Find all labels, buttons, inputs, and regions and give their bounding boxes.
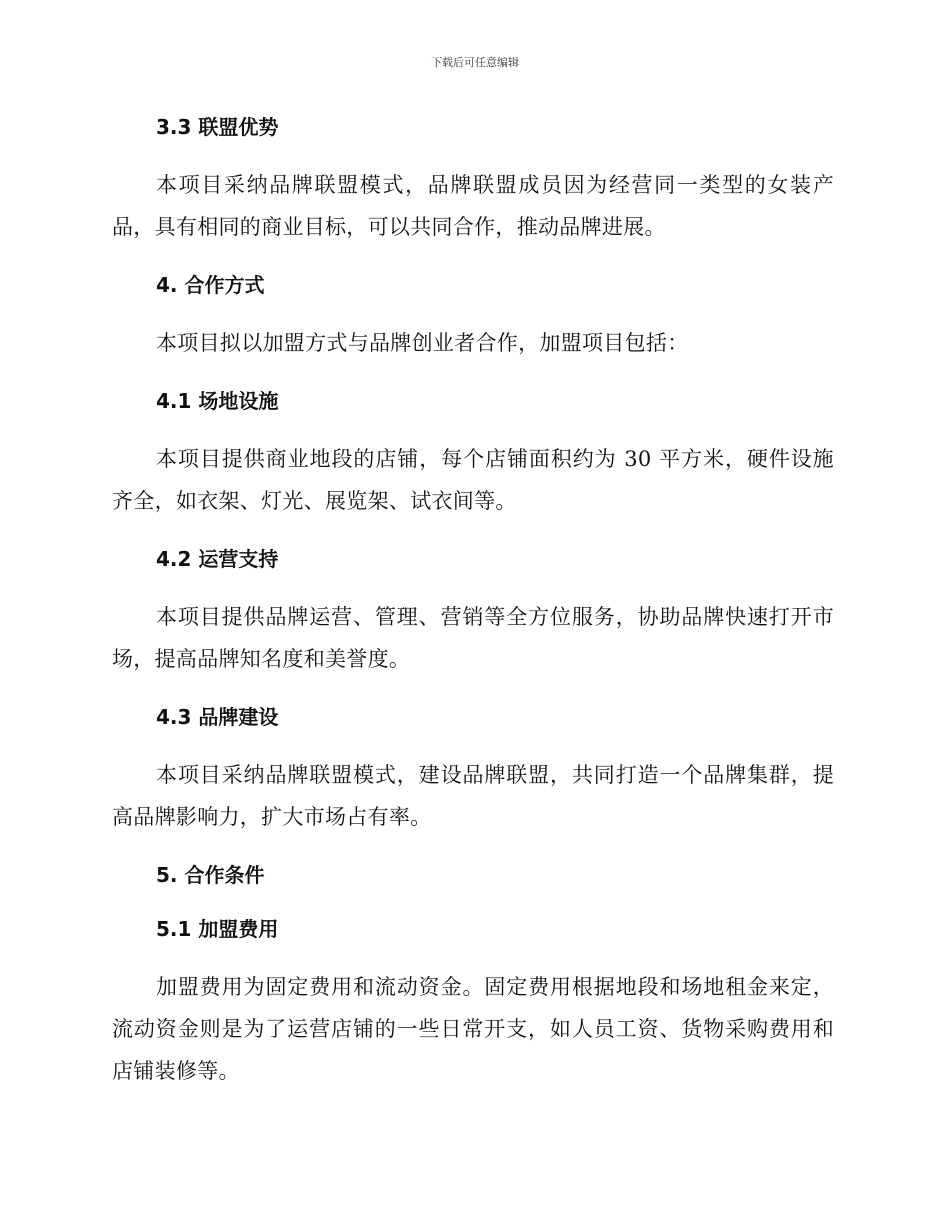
heading-4-2: 4.2 运营支持 bbox=[156, 547, 279, 571]
paragraph-4-2: 本项目提供品牌运营、管理、营销等全方位服务，协助品牌快速打开市场，提高品牌知名度和美誉度。 bbox=[112, 605, 834, 671]
page-header: 下载后可任意编辑 bbox=[431, 56, 519, 69]
heading-4-3: 4.3 品牌建设 bbox=[156, 705, 279, 729]
paragraph-4: 本项目拟以加盟方式与品牌创业者合作，加盟项目包括： bbox=[156, 331, 689, 355]
heading-5-1: 5.1 加盟费用 bbox=[156, 917, 279, 941]
paragraph-3-3: 本项目采纳品牌联盟模式，品牌联盟成员因为经营同一类型的女装产品，具有相同的商业目标，可以共同合作，推动品牌进展。 bbox=[112, 173, 834, 239]
heading-3-3: 3.3 联盟优势 bbox=[156, 115, 279, 139]
paragraph-5-1: 加盟费用为固定费用和流动资金。固定费用根据地段和场地租金来定，流动资金则是为了运营店铺的一些日常开支，如人员工资、货物采购费用和店铺装修等。 bbox=[112, 975, 834, 1083]
paragraph-4-3: 本项目采纳品牌联盟模式，建设品牌联盟，共同打造一个品牌集群，提高品牌影响力，扩大市场占有率。 bbox=[112, 763, 834, 829]
heading-5: 5. 合作条件 bbox=[156, 863, 265, 887]
paragraph-4-1: 本项目提供商业地段的店铺，每个店铺面积约为 30 平方米，硬件设施齐全，如衣架、灯光、展览架、试衣间等。 bbox=[112, 447, 834, 513]
document-body bbox=[112, 110, 834, 1112]
heading-4-1: 4.1 场地设施 bbox=[156, 389, 279, 413]
heading-4: 4. 合作方式 bbox=[156, 273, 265, 297]
